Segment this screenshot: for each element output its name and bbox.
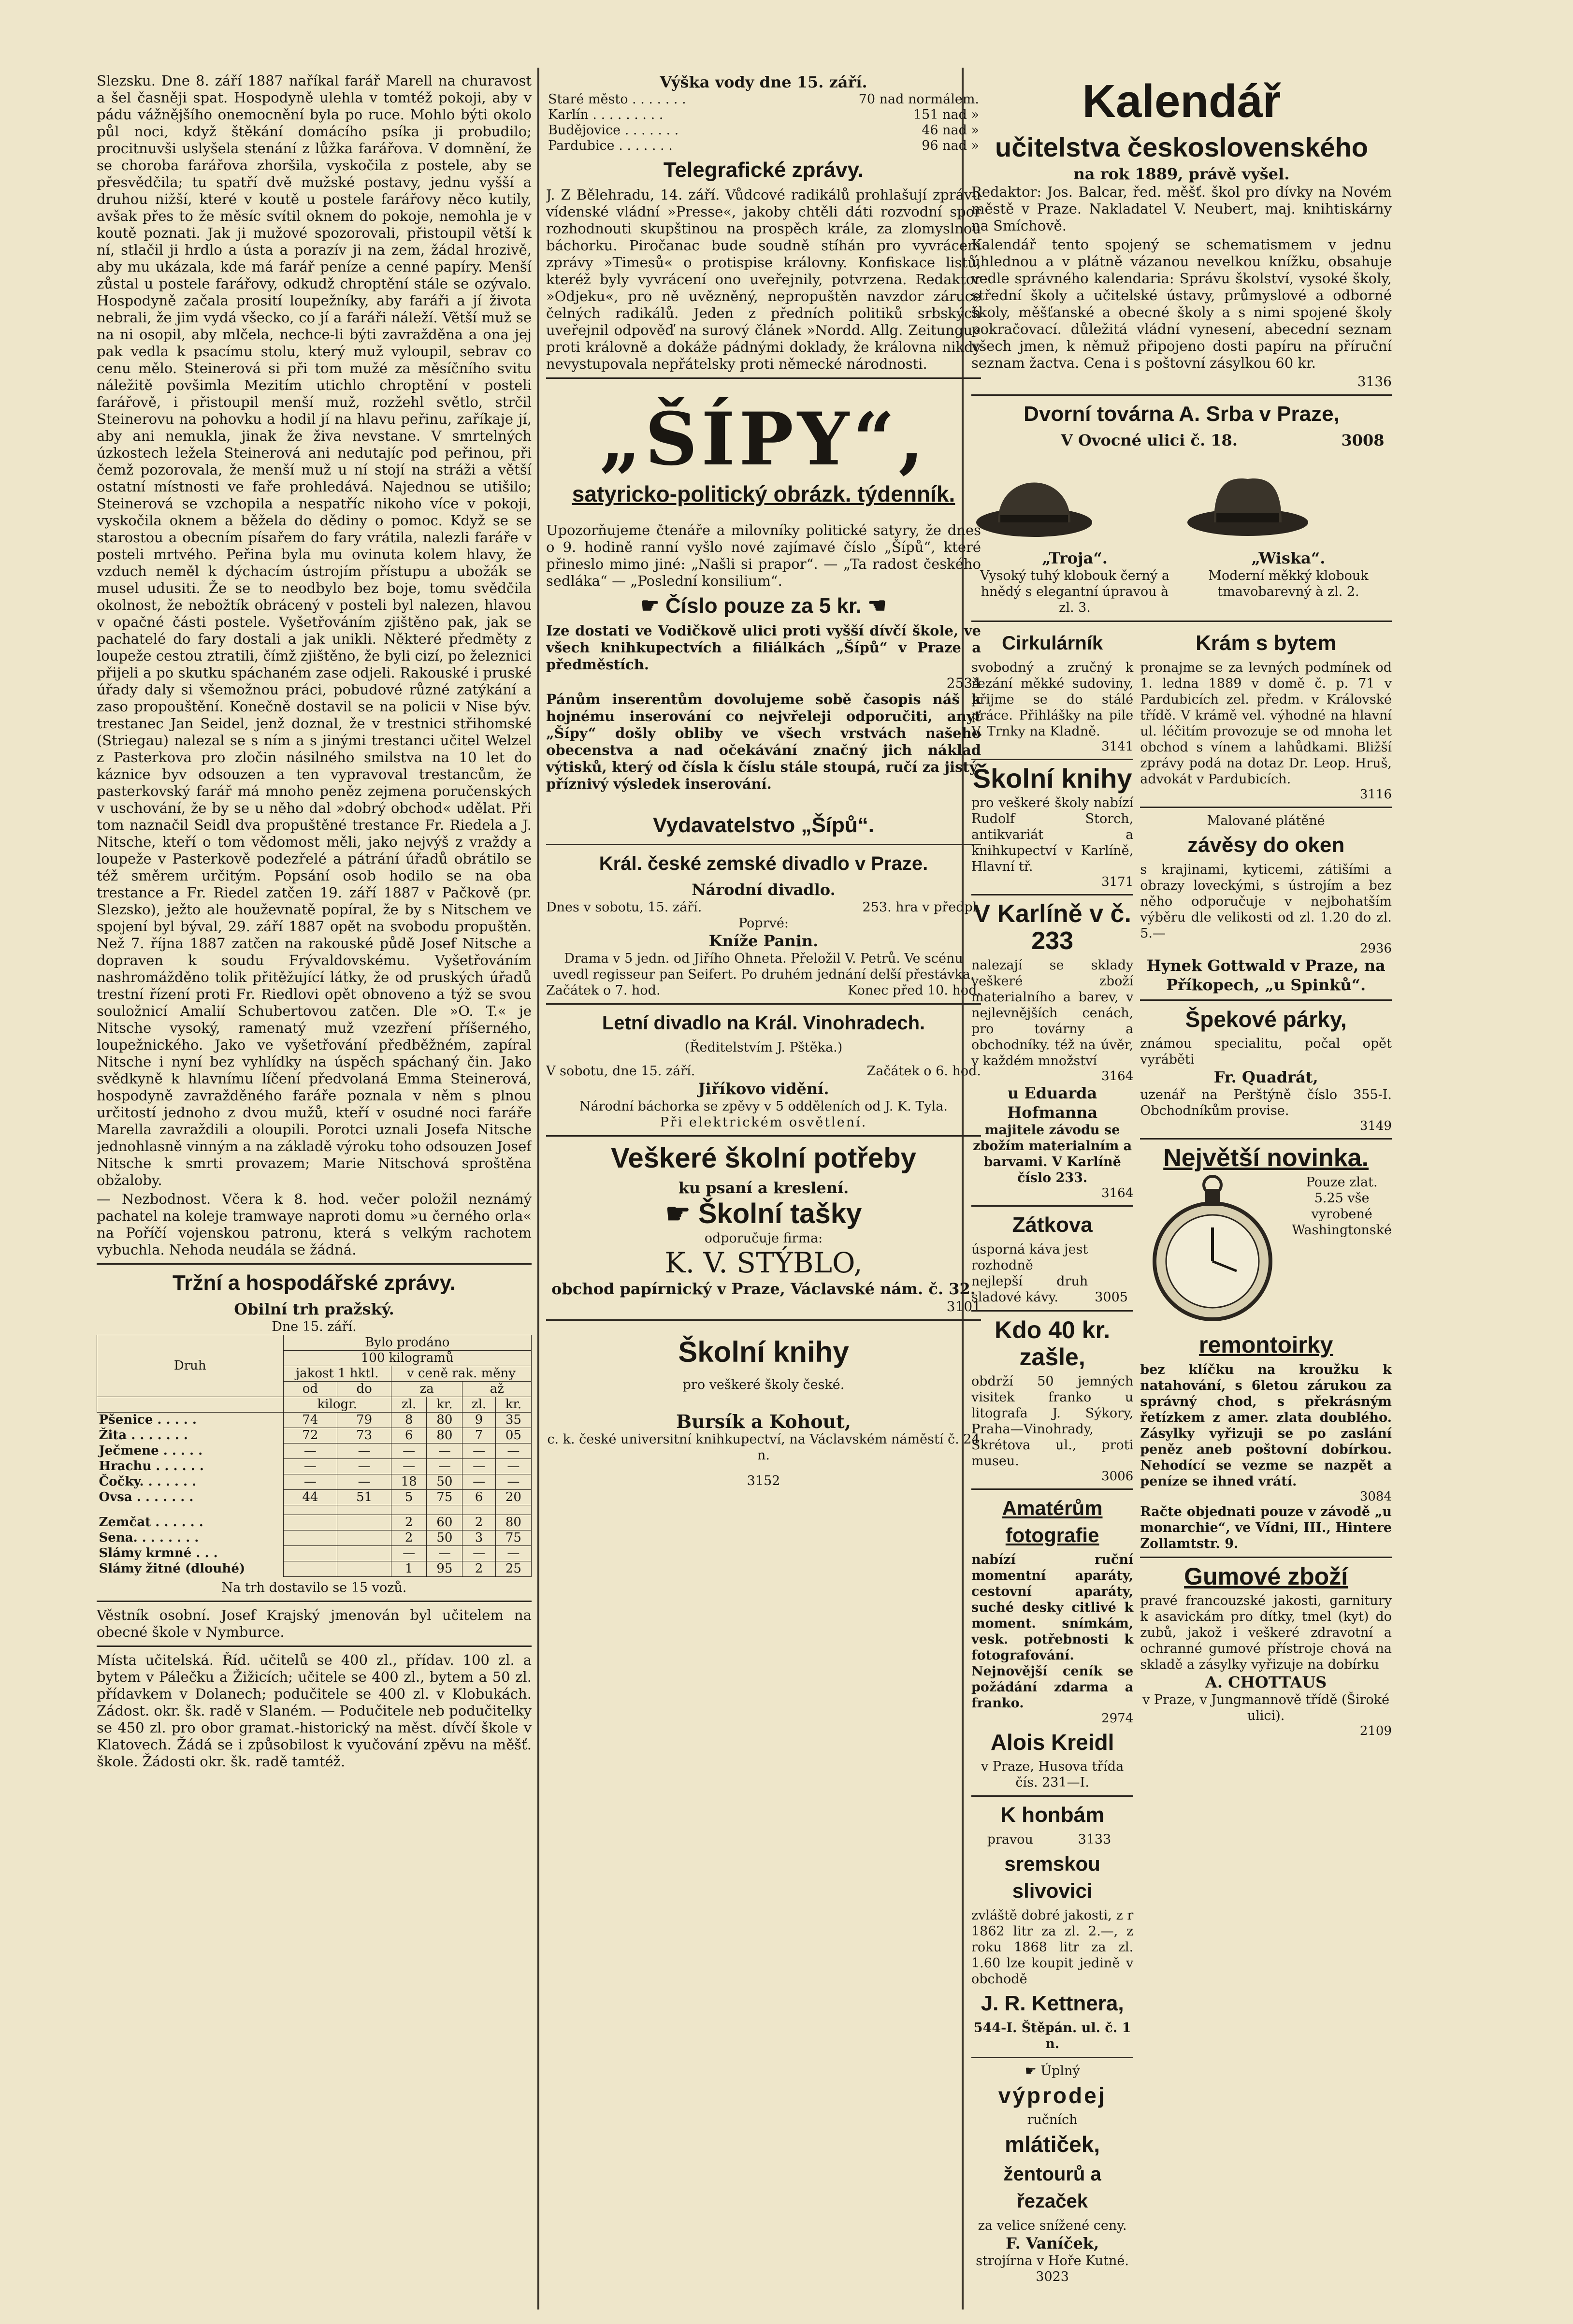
novinka-text: bez klíčku na kroužku k natahování, s 6letou zárukou za správný chod, s překrásným řetízkem z amer. zlata doublého. Zásylky vyřizuji se po zaslání peněz aneb poštovní dobírkou. Nehodící se vezme se nazpět a peníze se ihned vrátí. bbox=[1140, 1362, 1392, 1489]
kettner-firm: J. R. Kettnera, bbox=[981, 1992, 1124, 2015]
table-cell: Slámy žitné (dlouhé) bbox=[99, 1561, 245, 1576]
troja-text: Vysoký tuhý klobouk černý a hnědý s elegantní úpravou à zl. 3. bbox=[980, 568, 1169, 615]
kram-title: Krám s bytem bbox=[1196, 631, 1337, 655]
ad-number: 2974 bbox=[1101, 1711, 1134, 1726]
ads-right bbox=[1140, 627, 1392, 2285]
karlin-text: nalezají se sklady veškeré zboží materialního a barev, v nejlevnějších cenách, pro továrny a obchodníky. též na úvěr, v každém množství bbox=[971, 958, 1134, 1068]
table-cell: Slámy krmné . . . bbox=[99, 1546, 218, 1560]
table-row bbox=[97, 1490, 532, 1505]
table-cell: — bbox=[495, 1459, 531, 1474]
ad-number: 3023 bbox=[1036, 2269, 1069, 2284]
gum-title: Gumové zboží bbox=[1184, 1563, 1348, 1590]
ad-number: 3008 bbox=[1341, 431, 1385, 449]
wiska-name: „Wiska“. bbox=[1251, 549, 1326, 567]
theatre-subtitle: Národní divadlo. bbox=[692, 881, 836, 899]
letni-desc: Národní báchorka se zpěvy v 5 odděleních od J. K. Tyla. bbox=[579, 1099, 948, 1114]
table-row bbox=[97, 1546, 532, 1561]
troja-name: „Troja“. bbox=[1042, 549, 1108, 567]
amat-text: nabízí ruční momentní aparáty, cestovní aparáty, suché desky citlivé k moment. snímkám, vesk. potřebnosti k fotografování. Nejnovější ceník se požádání zdarma a franko. bbox=[971, 1552, 1134, 1711]
table-cell: 50 bbox=[427, 1530, 462, 1546]
honby-title: K honbám bbox=[1000, 1803, 1105, 1827]
table-cell: 1 bbox=[391, 1561, 427, 1577]
th-zl: zl. bbox=[462, 1397, 495, 1413]
table-cell: — bbox=[427, 1459, 462, 1474]
styblo-address: obchod papírnický v Praze, Václavské nám. č. 32. bbox=[551, 1280, 976, 1298]
table-cell: 44 bbox=[283, 1490, 337, 1505]
skolni-tasky: ☛ Školní tašky bbox=[665, 1198, 862, 1229]
letni-play: Jiříkovo vidění. bbox=[698, 1080, 829, 1098]
cislo-heading: ☛ Číslo pouze za 5 kr. ☚ bbox=[640, 594, 887, 618]
table-cell: — bbox=[391, 1546, 427, 1561]
letni-date: V sobotu, dne 15. září. bbox=[546, 1064, 695, 1079]
cirk-text: svobodný a zručný k řezání měkké sudoviny, přijme se do stálé práce. Přihlášky na pile V. Trnky na Kladně. bbox=[971, 660, 1134, 739]
mista-ucitelska: Místa učitelská. Říd. učitelů se 400 zl., přídav. 100 zl. a bytem v Pálečku a Žižicích; učitele se 400 zl., bytem a 50 zl. přídavkem v Dolanech; podučitele se 400 zl. v Klobukách. Zádost. okr. šk. radě v Slaném. — Podučitele neb podučitelky se 450 zl. pro obor gramat.-historický na měst. dívčí škole v Klatovech. Žádá se i způsobilost k vyučování zpěvu na měšť. škole. Žádosti okr. šk. radě tamtéž. bbox=[97, 1652, 532, 1770]
table-cell: Žita . . . . . . . bbox=[99, 1428, 188, 1443]
cirk-title: Cirkulárník bbox=[1002, 633, 1103, 654]
table-cell bbox=[283, 1546, 337, 1561]
slivovice-text: zvláště dobré jakosti, z r 1862 litr za zl. 2.—, z roku 1868 litr za zl. 1.60 lze koupit jedině v obchodě bbox=[971, 1908, 1134, 1987]
kn-subtitle: pro veškeré školy české. bbox=[682, 1377, 845, 1392]
water-title: Výška vody dne 15. září. bbox=[660, 73, 867, 91]
pocket-watch-icon bbox=[1140, 1174, 1285, 1329]
vyprodej-title: výprodej bbox=[998, 2083, 1107, 2108]
pointing-hand-icon: ☚ bbox=[861, 594, 887, 618]
styblo-firm: K. V. STÝBLO, bbox=[664, 1246, 863, 1279]
kdo-text: obdrží 50 jemných visitek franko u litografa J. Sýkory, Praha—Vinohrady, Skrétova ul., proti museu. bbox=[971, 1374, 1134, 1469]
table-cell: 5 bbox=[391, 1490, 427, 1505]
table-row bbox=[97, 1459, 532, 1474]
table-cell: 18 bbox=[391, 1474, 427, 1490]
column-3 bbox=[971, 72, 1392, 2305]
inserent-text: Pánům inserentům dovolujeme sobě časopis náš k hojnému inserování co nejvřeleji odporučiti, anyť „Šípy“ došly obliby ve všech vrstvách našeho obecenstva a nad očekávání značný jich náklad výtisků, který od čísla k číslu stále stoupá, ručí za jistý, příznivý výsledek inserování. bbox=[546, 691, 981, 792]
kram-text: pronajme se za levných podmínek od 1. ledna 1889 v domě č. p. 71 v Pardubicích zel. předm. v Královské třídě. V krámě vel. výhodné na hlavní ul. léčitím provozuje se od mnoha let obchod s vínem a lahůdkami. Bližší zprávy podá na dotaz Dr. Leop. Hruš, advokát v Pardubicích. bbox=[1140, 660, 1392, 787]
ad-number: 3136 bbox=[1357, 374, 1392, 390]
divider bbox=[97, 1646, 532, 1647]
ad-number: 2534 bbox=[946, 675, 981, 691]
table-cell: — bbox=[283, 1443, 337, 1459]
table-cell: 80 bbox=[495, 1515, 531, 1530]
ad-number: 3152 bbox=[747, 1473, 780, 1488]
th-kr: kr. bbox=[495, 1397, 531, 1413]
table-cell: 7 bbox=[462, 1428, 495, 1443]
ad-number: 3116 bbox=[1359, 787, 1392, 802]
divider bbox=[546, 1135, 981, 1137]
th-cene: v ceně rak. měny bbox=[391, 1366, 532, 1382]
novinka-title: Největší novinka. bbox=[1163, 1144, 1369, 1172]
cislo-text: Ize dostati ve Vodičkově ulici proti vyšší dívčí škole, ve všech knihkupectvích a filiálkách „Šípů“ v Praze a předměstích. bbox=[546, 622, 981, 673]
table-cell: — bbox=[462, 1459, 495, 1474]
ad-number: 3141 bbox=[1101, 739, 1134, 754]
letni-title: Letní divadlo na Král. Vinohradech. bbox=[602, 1012, 925, 1034]
table-cell: 2 bbox=[391, 1515, 427, 1530]
table-cell: 2 bbox=[462, 1561, 495, 1577]
vyprodej-uply: ☛ Úplný bbox=[1025, 2064, 1080, 2079]
amat-title: Amatérům fotografie bbox=[1002, 1497, 1103, 1546]
vydavatelstvo: Vydavatelstvo „Šípů“. bbox=[652, 813, 875, 837]
zavesy-title: závěsy do oken bbox=[1187, 833, 1345, 857]
hat-wiska bbox=[1185, 450, 1392, 616]
slivovice-title: sremskou slivovici bbox=[1004, 1852, 1100, 1902]
water-cell: 151 nad » bbox=[913, 107, 979, 122]
theatre-date: Dnes v sobotu, 15. září. bbox=[546, 900, 702, 915]
table-cell: 6 bbox=[462, 1490, 495, 1505]
pointing-hand-icon: ☛ bbox=[640, 594, 666, 618]
ad-number: 3171 bbox=[1101, 875, 1134, 889]
spek-firm: Fr. Quadrát, bbox=[1213, 1068, 1318, 1086]
th-druh: Druh bbox=[97, 1335, 284, 1397]
theatre-end: Konec před 10. hod. bbox=[848, 983, 981, 998]
table-cell: Ječmene . . . . . bbox=[99, 1443, 203, 1458]
kalendar-text: Kalendář tento spojený se schematismem v jednu úhlednou a v plátně vázanou nevelkou knížku, obsahuje vedle správného kalendaria: Správu školství, vysoké školy, střední školy a učitelské ústavy, průmyslové a odborné školy, měšťanské a obecné školy a s nimi spojené školy pokračovací. důležitá vládní vynesení, abecední seznam všech jmen, k němuž připojeno dosti papíru na příruční seznam žactva. Cena i s poštovní zásylkou 60 kr. bbox=[971, 236, 1392, 371]
ad-number: 3005 bbox=[1095, 1290, 1128, 1305]
table-cell: 25 bbox=[495, 1561, 531, 1577]
water-cell: Pardubice . . . . . . . bbox=[548, 138, 673, 153]
novinka-order: Račte objednati pouze v závodě „u monarchie“, ve Vídni, III., Hintere Zollamtstr. 9. bbox=[1140, 1504, 1392, 1551]
table-cell: Pšenice . . . . . bbox=[99, 1413, 197, 1428]
divider bbox=[97, 1601, 532, 1602]
article-pasterkov: Slezsku. Dne 8. září 1887 naříkal farář Marell na churavost a šel časněji spat. Hospodyně ulehla v tomtéž pokoji, aby v pádu vážnějšího onemocnění byla po ruce. Mohlo býti okolo půl noci, když štěkání domácího psíka ji probudilo; procitnuvši uslyšela stenání z lůžka farářova. V domnění, že se choroba farářova zhoršila, vyskočila z postele, aby se přesvědčila; tu spatří dvě mužské postavy, jednu vyšší a druhou nižší, které v koutě u postele farářovy něco kutily, avšak přes to že měsíc svítil oknem do pokoje, nemohla je v koutě poznati. Jak ji mužové spozorovali, přistoupil větší k ní, stlačil ji hrdlo a ústa a porazív ji na zem, žádal hrozivě, aby mu ukázala, kde má farář peníze a cenné papíry. Menší zůstal u postele farářovy, odkudž chroptění stále se ozývalo. Hospodyně začala prosití loupežníky, aby faráři a jí života nebrali, že jim vydá všecko, co jí a faráři náleží. Větší muž se na ni osopil, aby mlčela, nechce-li býti zavražděna a ona jej pak vedla k psacímu stolu, který muž vyloupil, sebrav co cenu mělo. Steinerová si při tom mužé za měsíčního svitu náležitě povšimla Mezitím utichlo chroptění v posteli farářově, i přistoupil menší muž, rozžehl světlo, strčil Steinerovu na pohovku a hodil jí na hlavu peřinu, zaříkaje jí, aby ani nemukla, jinak že živa nevstane. V smrtelných úzkostech ležela Steinerová ani nedutajíc pod peřinou, při čemž pozorovala, že menší muž u ní stojí na stráži a větší ostatní místnosti ve faře prohledává. Najednou se utišilo; Steinerová se vzchopila a nespatříc nikoho více v pokoji, vyskočila oknem a běžela do dědiny o pomoc. Když se se starostou a obecním písařem do fary vrátila, nalezli faráře v posteli mrtvého. Peřina byla mu ovinuta kolem hlavy, že vzduch neměl k dýchacím ústrojím přístupu a ubožák se musel udusiti. Že se to neodbylo bez boje, tomu svědčila okolnost, že nebožtík obrácený v posteli byl nalezen, hlavou v opačné části postele. Vyšetřováním zjištěno pak, jak se pachatelé do fary dostali a jak unikli. Některé předměty z loupeže cestou ztratili, čímž zjištěno, že byli cizí, po železnici přijeli a po skutku spáchaném zase odjeli. Rakouské i pruské úřady daly si všemožnou práci, pobudové různé zatýkání a zaso propouštění. Konečně dostavil se na policii v Nise býv. trestanec Jan Seidel, jenž doznal, že v trestnici střihomské (Striegau) nalezal se s ním a s jinými trestanci učitel Welzel z Pasterkova pro zločin násilného smilstva na 10 let do káznice byv odsouzen a ten vypravoval trestancům, že pasterkovský farář má mnoho peněz zejmena poručenských v uschování, že by se u něho dal »dobrý obchod« udělat. Při tom naznačil Seidl dva propuštěné trestance Fr. Riedela a J. Nitsche, kteří o tom vědomost měli, jako nejvýš z vraždy a loupeže v Pasterkově podezřelé a pátrání úřadů obrátilo se též směrem určitým. Popsání osob hodilo se na oba trestance a Fr. Riedel zatčen 19. září 1887 v Pačkově (pr. Slezsko), ježto ale houževnatě popíral, že by s Nitschem ve spojení byl býval, 29. září 1887 opět na svobodu propuštěn. Než 7. října 1887 zatčen na rakouské půdě Josef Nitsche a dopraven k soudu Frývaldovskému. Vyšetřováním nashromážděno tolik přitěžující látky, že od pruských úřadů trestní řízení proti Fr. Riedlovi opět obnoveno a týž se svou souložnicí Amalií Schubertovou zatčen. Dle »O. T.« je Nitsche vysoký, ramenatý muž vzezření příšerného, loupežnického. Jako ve vyšetřování předběžném, zapíral Nitsche i nyní bez vyhlídky na úspěch spáchaný čin. Jako svědkyně k hlavnímu líčení předvolaná Emma Steinerová, hospodyně zavražděného faráře poznala v něm s plnou určitostí jednoho z dvou mužů, kteří v osudné noci faráře Marella zavraždili a oloupili. Porotci uznali Josefa Nitsche jednohlasně vinným a na základě výroku toho odsouzen Josef Nitsche k smrti provazem; Marie Nitschová sproštěna obžaloby. bbox=[97, 72, 532, 1188]
telegraph-title: Telegrafické zprávy. bbox=[663, 158, 864, 182]
table-cell: — bbox=[391, 1443, 427, 1459]
skolni-potreby-title: Veškeré školní potřeby bbox=[611, 1142, 916, 1174]
table-row bbox=[97, 1515, 532, 1530]
spek-title: Špekové párky, bbox=[1185, 1007, 1347, 1032]
ad-number: 2109 bbox=[1359, 1724, 1392, 1738]
water-cell: Staré město . . . . . . . bbox=[548, 92, 686, 107]
market-subtitle: Obilní trh pražský. bbox=[234, 1300, 394, 1318]
column-1 bbox=[97, 72, 532, 2305]
divider bbox=[546, 1003, 981, 1005]
theatre-start: Začátek o 7. hod. bbox=[546, 983, 661, 998]
market-title: Tržní a hospodářské zprávy. bbox=[172, 1271, 456, 1295]
ad-number: 3164 bbox=[1101, 1069, 1134, 1083]
kn-firm: Bursík a Kohout, bbox=[676, 1411, 851, 1432]
ads-left bbox=[971, 627, 1133, 2285]
letni-subtitle: (Ředitelstvím J. Pštěka.) bbox=[684, 1040, 843, 1055]
table-cell: Sena. . . . . . . . bbox=[99, 1530, 199, 1545]
table-cell: 75 bbox=[495, 1530, 531, 1546]
table-row bbox=[97, 1474, 532, 1490]
sipy-text: Upozorňujeme čtenáře a milovníky politické satyry, že dnes o 9. hodině ranní vyšlo nové zajímavé číslo „Šípů“, které přineslo mimo jiné: „Našli si prapor“. — „Ta radost českého sedláka“ — „Poslední konsilium“. bbox=[546, 522, 981, 589]
article-nezbodnost: — Nezbodnost. Včera k 8. hod. večer položil neznámý pachatel na koleje tramwaye naproti domu »u černého orla« na Poříčí vojenskou patronu, která s velkým rachotem vybuchla. Nehoda neudála se žádná. bbox=[97, 1191, 532, 1258]
table-cell: 51 bbox=[337, 1490, 391, 1505]
table-cell: 80 bbox=[427, 1413, 462, 1428]
chottaus-address: v Praze, v Jungmannově třídě (Široké ulici). bbox=[1142, 1692, 1390, 1723]
letni-start: Začátek o 6. hod. bbox=[866, 1064, 981, 1079]
telegraph-text: J. Z Bělehradu, 14. září. Vůdcové radikálů prohlašují zprávu vídenské vládní »Presse«, jakoby chtěli dáti rozvodní spor rozhodnouti skupštinou na prospěch krále, za zlomyslnou báchorku. Piročanac bude soudně stíhán pro vyvrácení zprávy »Timesů« o protispise královny. Konfiskace listů, kteréž byly vyvrácení ono uveřejnily, potvrzena. Redaktor »Odjeku«, pro ně uvězněný, nepropuštěn navzdor záruce čelných radikálů. Jeden z předních politiků srbských uveřejnil odpověď na surový článek »Nordd. Allg. Zeitungu« proti královně a dokáže pádnými doklady, že královna nikdy nevystupovala nepřátelsky proti německé národnosti. bbox=[546, 187, 981, 372]
table-cell bbox=[337, 1530, 391, 1546]
table-cell: 05 bbox=[495, 1428, 531, 1443]
table-cell: 2 bbox=[391, 1530, 427, 1546]
divider bbox=[97, 1263, 532, 1265]
kn-title: Školní knihy bbox=[678, 1336, 849, 1368]
srba-address: V Ovocné ulici č. 18. bbox=[1061, 431, 1238, 449]
th-kr: kr. bbox=[427, 1397, 462, 1413]
table-cell: 3 bbox=[462, 1530, 495, 1546]
vanicek-firm: F. Vaníček, bbox=[1006, 2234, 1099, 2252]
gum-text: pravé francouzské jakosti, garnitury k asavickám pro dítky, tmel (kyt) do zubů, jakož i veškeré zdravotní a ochranné gumové přístroje chová na skladě a zásylky vyřizuje na dobírku bbox=[1140, 1593, 1392, 1672]
bowler-hat-icon bbox=[971, 450, 1097, 547]
table-cell: 95 bbox=[427, 1561, 462, 1577]
table-cell: 8 bbox=[391, 1413, 427, 1428]
divider bbox=[546, 1319, 981, 1321]
table-cell: — bbox=[462, 1474, 495, 1490]
vyprodej-mlaticek: mlátiček, bbox=[1005, 2132, 1100, 2157]
table-cell bbox=[283, 1530, 337, 1546]
karlin-firm-text: majitele závodu se zbožím materialním a barvami. V Karlíně číslo 233. bbox=[973, 1123, 1132, 1185]
karlin-title: V Karlíně v č. 233 bbox=[973, 900, 1131, 955]
table-cell: — bbox=[337, 1443, 391, 1459]
table-cell: 72 bbox=[283, 1428, 337, 1443]
th-zl: zl. bbox=[391, 1397, 427, 1413]
water-cell: 70 nad normálem. bbox=[858, 92, 979, 107]
th-bylo: Bylo prodáno bbox=[283, 1335, 531, 1351]
table-cell: 20 bbox=[495, 1490, 531, 1505]
theatre-play: Kníže Panin. bbox=[708, 932, 819, 950]
vestnik-osobni: Věstník osobní. Josef Krajský jmenován byl učitelem na obecné škole v Nymburce. bbox=[97, 1607, 532, 1640]
chottaus-firm: A. CHOTTAUS bbox=[1205, 1673, 1327, 1691]
table-cell: — bbox=[427, 1443, 462, 1459]
remontoirky: remontoirky bbox=[1198, 1332, 1333, 1358]
water-cell: Budějovice . . . . . . . bbox=[548, 123, 679, 138]
table-cell bbox=[283, 1515, 337, 1530]
ad-number: 3084 bbox=[1359, 1489, 1392, 1504]
table-cell bbox=[283, 1561, 337, 1577]
th-jakost: jakost 1 hktl. bbox=[283, 1366, 391, 1382]
water-cell: 96 nad » bbox=[922, 138, 979, 153]
kreidl-address: v Praze, Husova třída čís. 231—I. bbox=[981, 1759, 1124, 1790]
ad-number: 3006 bbox=[1101, 1469, 1134, 1484]
zavesy-firm: Hynek Gottwald v Praze, na Příkopech, „u Spinků“. bbox=[1146, 956, 1385, 994]
letni-light: Při elektrickém osvětlení. bbox=[660, 1115, 867, 1130]
table-cell: 35 bbox=[495, 1413, 531, 1428]
vyprodej-zentouru: žentourů a řezaček bbox=[1003, 2164, 1101, 2212]
table-cell: 2 bbox=[462, 1515, 495, 1530]
kdo-title: Kdo 40 kr. zašle, bbox=[995, 1316, 1111, 1371]
divider bbox=[546, 377, 981, 379]
table-cell: 60 bbox=[427, 1515, 462, 1530]
water-cell: 46 nad » bbox=[922, 123, 979, 138]
table-cell: — bbox=[337, 1459, 391, 1474]
th-od: od bbox=[283, 1382, 337, 1397]
table-cell: 9 bbox=[462, 1413, 495, 1428]
sipy-subtitle: satyricko-politický obrázk. týdenník. bbox=[572, 481, 955, 506]
table-cell: — bbox=[495, 1443, 531, 1459]
table-cell: 74 bbox=[283, 1413, 337, 1428]
table-cell bbox=[337, 1515, 391, 1530]
novinka-price: Pouze zlat. 5.25 vše vyrobené Washingtonské bbox=[1292, 1175, 1392, 1238]
soft-hat-icon bbox=[1185, 450, 1311, 547]
karlin-firm: u Eduarda Hofmanna bbox=[1007, 1084, 1098, 1122]
kettner-address: 544-I. Štěpán. ul. č. 1 n. bbox=[973, 2021, 1131, 2051]
table-cell: — bbox=[337, 1474, 391, 1490]
water-row bbox=[546, 123, 981, 138]
table-cell: Hrachu . . . . . . bbox=[99, 1459, 204, 1473]
vanicek-address: strojírna v Hoře Kutné. bbox=[976, 2253, 1129, 2268]
divider bbox=[971, 394, 1392, 396]
table-cell: — bbox=[391, 1459, 427, 1474]
table-row bbox=[97, 1413, 532, 1428]
table-row bbox=[97, 1530, 532, 1546]
divider bbox=[546, 844, 981, 845]
theatre-premiere: Poprvé: bbox=[738, 916, 789, 931]
table-cell: 75 bbox=[427, 1490, 462, 1505]
table-cell: — bbox=[283, 1459, 337, 1474]
table-cell: 6 bbox=[391, 1428, 427, 1443]
skolni-odporucuje: odporučuje firma: bbox=[704, 1231, 823, 1246]
hat-troja bbox=[971, 450, 1178, 616]
ad-number: 3164 bbox=[1101, 1186, 1134, 1200]
market-note: Na trh dostavilo se 15 vozů. bbox=[221, 1580, 407, 1595]
spek-address: uzenář na Perštýně číslo 355-I. Obchodníkům provise. bbox=[1140, 1087, 1392, 1118]
theatre-desc: Drama v 5 jedn. od Jiřího Ohneta. Přeložil V. Petrů. Ve scénu uvedl regisseur pan Seifert. Po druhém jednání delší přestávka. bbox=[552, 951, 975, 982]
table-cell bbox=[337, 1546, 391, 1561]
pointing-hand-icon: ☛ bbox=[1025, 2064, 1041, 2079]
table-cell: — bbox=[427, 1546, 462, 1561]
kalendar-year: na rok 1889, právě vyšel. bbox=[1073, 165, 1290, 183]
zavesy-text: s krajinami, kyticemi, zátišími a obrazy loveckými, s ústrojím a bez něho odporučuje v nejbohatším výběru dle velikosti od zl. 1.20 do zl. 5.— bbox=[1140, 862, 1392, 941]
kalendar-editor: Redaktor: Jos. Balcar, řed. měšť. škol pro dívky na Novém městě v Praze. Nakladatel V. Neubert, maj. knihtiskárny na Smíchově. bbox=[971, 184, 1392, 234]
table-cell: Zemčat . . . . . . bbox=[99, 1515, 203, 1530]
table-cell: 79 bbox=[337, 1413, 391, 1428]
table-cell: Ovsa . . . . . . . bbox=[99, 1490, 194, 1504]
table-cell: Čočky. . . . . . . bbox=[99, 1474, 197, 1489]
pointing-hand-icon: ☛ bbox=[665, 1198, 698, 1229]
th-az: až bbox=[462, 1382, 532, 1397]
spek-text: známou specialitu, počal opět vyráběti bbox=[1140, 1036, 1392, 1067]
table-row bbox=[97, 1443, 532, 1459]
divider bbox=[971, 621, 1392, 622]
table-cell: 73 bbox=[337, 1428, 391, 1443]
table-cell: 50 bbox=[427, 1474, 462, 1490]
water-row bbox=[546, 107, 981, 123]
market-date: Dne 15. září. bbox=[272, 1319, 357, 1334]
skolni-potreby-sub: ku psaní a kreslení. bbox=[678, 1179, 849, 1197]
kreidl-name: Alois Kreidl bbox=[990, 1730, 1114, 1755]
water-table bbox=[546, 92, 981, 154]
theatre-series: 253. hra v předpl. bbox=[862, 900, 981, 915]
sk2-title: Školní knihy bbox=[972, 763, 1132, 794]
wiska-text: Moderní měkký klobouk tmavobarevný à zl. 2. bbox=[1208, 568, 1369, 599]
th-kilogr: kilogr. bbox=[283, 1397, 391, 1413]
th-kg: 100 kilogramů bbox=[283, 1351, 531, 1366]
ad-number: 3101 bbox=[946, 1299, 981, 1314]
water-row bbox=[546, 138, 981, 154]
ad-number: 2936 bbox=[1359, 941, 1392, 956]
srba-title: Dvorní továrna A. Srba v Praze, bbox=[1024, 402, 1340, 426]
table-cell: — bbox=[495, 1474, 531, 1490]
table-cell bbox=[337, 1561, 391, 1577]
zatka-text: úsporná káva jest rozhodně nejlepší druh sladové kávy. bbox=[971, 1242, 1088, 1305]
column-2 bbox=[546, 72, 981, 2305]
zatka-title: Zátkova bbox=[1012, 1213, 1093, 1237]
th-do: do bbox=[337, 1382, 391, 1397]
kn-address: c. k. české universitní knihkupectví, na Václavském náměstí č. 24 n. bbox=[547, 1432, 980, 1463]
grain-table bbox=[97, 1335, 532, 1577]
table-cell: — bbox=[462, 1443, 495, 1459]
table-row bbox=[97, 1561, 532, 1577]
table-cell: 80 bbox=[427, 1428, 462, 1443]
sipy-masthead: „ŠÍPY“, bbox=[599, 397, 928, 482]
table-row bbox=[97, 1428, 532, 1443]
kalendar-title: Kalendář bbox=[1082, 75, 1281, 127]
table-cell: — bbox=[462, 1546, 495, 1561]
kalendar-subtitle: učitelstva československého bbox=[995, 132, 1368, 162]
th-za: za bbox=[391, 1382, 462, 1397]
sk2-text: pro veškeré školy nabízí Rudolf Storch, antikvariát a knihkupectví v Karlíně, Hlavní tř. bbox=[971, 795, 1134, 874]
zavesy-pre: Malované plátěné bbox=[1207, 813, 1325, 828]
water-cell: Karlín . . . . . . . . . bbox=[548, 107, 664, 122]
theatre-title: Král. české zemské divadlo v Praze. bbox=[599, 853, 928, 874]
water-row bbox=[546, 92, 981, 107]
vyprodej-ceny: za velice snížené ceny. bbox=[978, 2218, 1127, 2233]
table-cell: — bbox=[495, 1546, 531, 1561]
table-cell: — bbox=[283, 1474, 337, 1490]
ad-number: 3133 bbox=[1078, 1832, 1111, 1847]
ad-number: 3149 bbox=[1359, 1119, 1392, 1133]
honby-pravou: pravou bbox=[987, 1832, 1033, 1847]
vyprodej-rucnich: ručních bbox=[1027, 2112, 1078, 2127]
column-rule bbox=[537, 68, 539, 2310]
